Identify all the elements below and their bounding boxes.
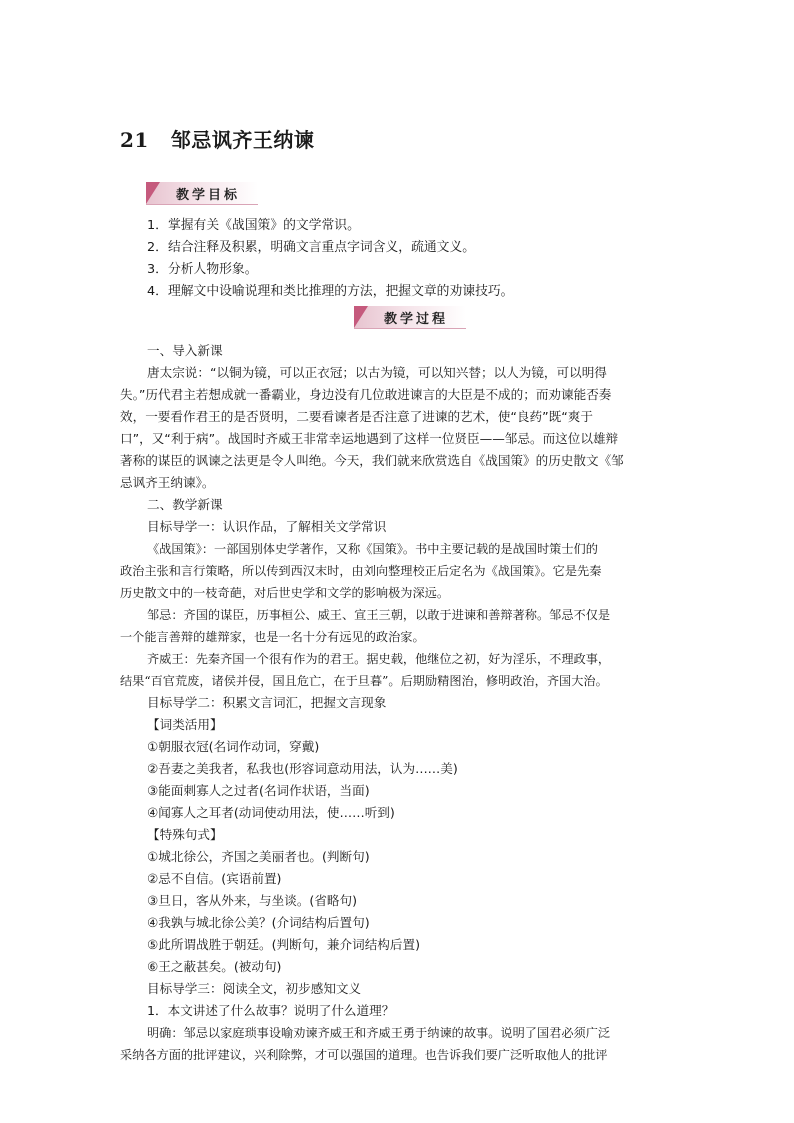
list-item: ⑥王之蔽甚矣。(被动句) [147, 959, 282, 974]
badge-triangle-icon [146, 182, 160, 204]
list-item: ①城北徐公，齐国之美丽者也。(判断句) [147, 849, 370, 864]
section-heading: 一、导入新课 [147, 343, 223, 358]
objective-item: 4．理解文中设喻说理和类比推理的方法，把握文章的劝谏技巧。 [147, 284, 514, 299]
paragraph-line: 效，一要看作君王的是否贤明，二要看谏者是否注意了进谏的艺术，使“良药”既“爽于 [120, 409, 593, 424]
list-item: ④我孰与城北徐公美？(介词结构后置句) [147, 915, 370, 930]
list-item: ①朝服衣冠(名词作动词，穿戴) [147, 739, 320, 754]
guide-title: 目标导学三：阅读全文，初步感知文义 [147, 981, 362, 996]
paragraph-line: 政治主张和言行策略，所以传到西汉末时，由刘向整理校正后定名为《战国策》。它是先秦 [120, 564, 602, 578]
paragraph-line: 唐太宗说：“以铜为镜，可以正衣冠；以古为镜，可以知兴替；以人为镜，可以明得 [147, 365, 607, 380]
paragraph-line: 著称的谋臣的讽谏之法更是令人叫绝。今天，我们就来欣赏选自《战国策》的历史散文《邹 [120, 453, 624, 468]
guide-title: 目标导学一：认识作品，了解相关文学常识 [147, 519, 387, 534]
question: 1．本文讲述了什么故事？说明了什么道理？ [147, 1003, 395, 1018]
list-item: ③能面刺寡人之过者(名词作状语，当面) [147, 783, 370, 798]
paragraph-line: 《战国策》：一部国别体史学著作，又称《国策》。书中主要记载的是战国时策士们的 [147, 542, 598, 556]
badge-label: 教学目标 [176, 188, 241, 203]
list-item: ③旦日，客从外来，与坐谈。(省略句) [147, 893, 358, 908]
section-badge-process [354, 306, 466, 328]
objective-item: 2．结合注释及积累，明确文言重点字词含义，疏通文义。 [147, 240, 476, 255]
paragraph-line: 一个能言善辩的雄辩家，也是一名十分有远见的政治家。 [120, 630, 425, 644]
section-heading: 二、教学新课 [147, 497, 223, 512]
answer-line: 采纳各方面的批评建议，兴利除弊，才可以强国的道理。也告诉我们要广泛听取他人的批评 [120, 1048, 608, 1062]
guide-title: 目标导学二：积累文言词汇，把握文言现象 [147, 695, 387, 710]
list-item: ②吾妻之美我者，私我也(形容词意动用法，认为……美) [147, 761, 458, 776]
paragraph-line: 邹忌：齐国的谋臣，历事桓公、威王、宣王三朝，以敢于进谏和善辩著称。邹忌不仅是 [147, 608, 611, 622]
lesson-number: 21 [120, 128, 149, 152]
paragraph-line: 忌讽齐王纳谏》。 [120, 475, 215, 490]
paragraph-line: 历史散文中的一枝奇葩，对后世史学和文学的影响极为深远。 [120, 586, 450, 600]
lesson-title-text: 邹忌讽齐王纳谏 [170, 128, 315, 152]
list-item: ②忌不自信。(宾语前置) [147, 871, 282, 886]
badge-label: 教学过程 [384, 312, 449, 327]
section-badge-goals [146, 182, 258, 204]
paragraph-line: 结果“百官荒废，诸侯并侵，国且危亡，在于旦暮”。后期励精图治，修明政治，齐国大治。 [120, 674, 608, 688]
answer-line: 明确：邹忌以家庭琐事设喻劝谏齐威王和齐威王勇于纳谏的故事。说明了国君必须广泛 [147, 1026, 611, 1040]
list-item: ⑤此所谓战胜于朝廷。(判断句，兼介词结构后置) [147, 937, 420, 952]
subsection-heading: 【词类活用】 [147, 717, 223, 732]
lesson-title [120, 124, 314, 153]
list-item: ④闻寡人之耳者(动词使动用法，使……听到) [147, 805, 395, 820]
paragraph-line: 齐威王：先秦齐国一个很有作为的君王。据史载，他继位之初，好为淫乐，不理政事， [147, 652, 611, 666]
paragraph-line: 口”，又“利于病”。战国时齐威王非常幸运地遇到了这样一位贤臣——邹忌。而这位以雄辩 [120, 431, 619, 446]
objective-item: 1．掌握有关《战国策》的文学常识。 [147, 218, 360, 233]
subsection-heading: 【特殊句式】 [147, 827, 223, 842]
paragraph-line: 失。”历代君主若想成就一番霸业，身边没有几位敢进谏言的大臣是不成的；而劝谏能否奏 [120, 387, 612, 402]
badge-triangle-icon [354, 306, 368, 328]
objective-item: 3．分析人物形象。 [147, 262, 258, 277]
